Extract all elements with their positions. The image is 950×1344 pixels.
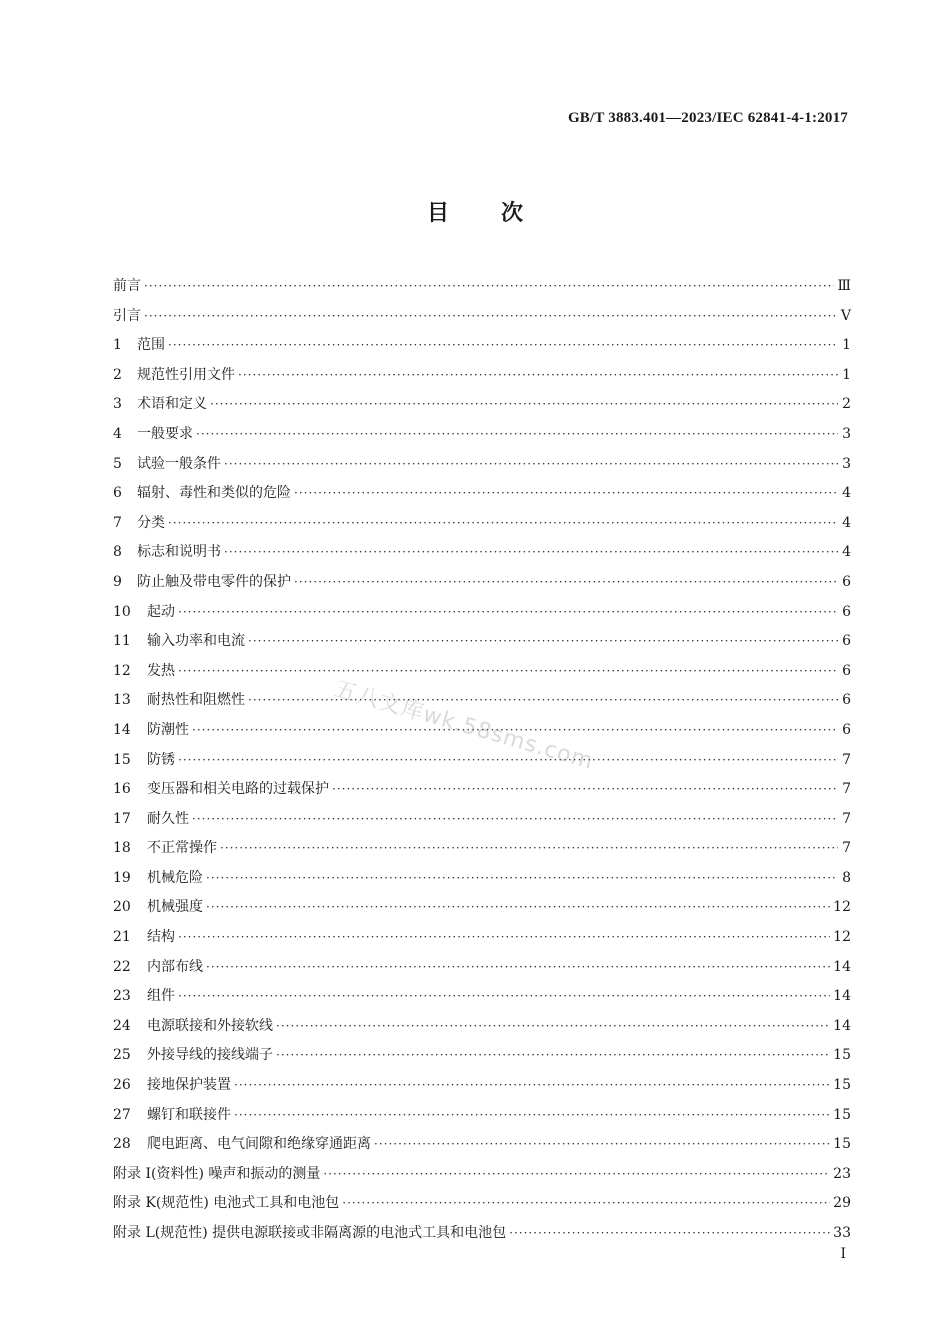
toc-entry-page: 2 [842, 396, 851, 413]
toc-entry-label: 发热 [147, 662, 175, 679]
toc-entry-label: 机械危险 [147, 869, 203, 886]
toc-entry-page: 14 [833, 1017, 851, 1034]
toc-entry[interactable] [113, 568, 851, 598]
dot-leader [332, 775, 838, 805]
toc-entry[interactable] [113, 390, 851, 420]
toc-entry-page: 1 [842, 337, 851, 354]
toc-entry-page: 29 [833, 1195, 851, 1212]
toc-entry-number: 13 [113, 692, 131, 709]
toc-entry-number: 9 [113, 573, 122, 590]
toc-entry[interactable] [113, 302, 851, 332]
dot-leader [206, 953, 830, 983]
toc-entry-label: 外接导线的接线端子 [147, 1047, 273, 1064]
dot-leader [192, 805, 838, 835]
toc-entry-number: 12 [113, 662, 131, 679]
toc-entry-number: 25 [113, 1047, 131, 1064]
toc-entry-page: 15 [833, 1077, 851, 1094]
toc-entry-number: 1 [113, 337, 122, 354]
toc-entry-number: 11 [113, 633, 131, 650]
dot-leader [294, 479, 838, 509]
toc-entry-label: 变压器和相关电路的过载保护 [147, 781, 329, 798]
dot-leader [178, 746, 838, 776]
dot-leader [323, 1160, 830, 1190]
toc-entry-label: 试验一般条件 [137, 455, 221, 472]
toc-entry-number: 14 [113, 721, 131, 738]
toc-entry-page: 4 [842, 485, 851, 502]
toc-entry-number: 5 [113, 455, 122, 472]
toc-entry[interactable] [113, 923, 851, 953]
toc-entry-label: 组件 [147, 988, 175, 1005]
toc-entry-label: 爬电距离、电气间隙和绝缘穿通距离 [147, 1136, 371, 1153]
toc-entry-label: 接地保护装置 [147, 1077, 231, 1094]
dot-leader [178, 657, 838, 687]
standard-code: GB/T 3883.401—2023/IEC 62841-4-1:2017 [567, 110, 848, 126]
toc-entry-label: 一般要求 [137, 425, 193, 442]
toc-entry-page: 6 [842, 692, 851, 709]
toc-entry[interactable] [113, 746, 851, 776]
dot-leader [168, 331, 838, 361]
toc-entry-label: 范围 [137, 337, 165, 354]
toc-entry[interactable] [113, 450, 851, 480]
dot-leader [509, 1219, 830, 1249]
toc-entry[interactable] [113, 538, 851, 568]
toc-entry-page: 7 [842, 781, 851, 798]
toc-entry-label: 防锈 [147, 751, 175, 768]
toc-entry-page: 8 [842, 869, 851, 886]
dot-leader [294, 568, 838, 598]
watermark: 五八文库wk.58sms.com [331, 676, 597, 775]
toc-entry[interactable] [113, 420, 851, 450]
toc-entry-number: 22 [113, 958, 131, 975]
toc-entry[interactable] [113, 598, 851, 628]
toc-entry[interactable] [113, 982, 851, 1012]
dot-leader [168, 509, 838, 539]
toc-entry[interactable] [113, 834, 851, 864]
toc-entry-page: 15 [833, 1106, 851, 1123]
toc-entry-label: 辐射、毒性和类似的危险 [137, 485, 291, 502]
toc-entry-number: 28 [113, 1136, 131, 1153]
dot-leader [178, 923, 830, 953]
toc-entry-number: 6 [113, 485, 122, 502]
page-title: 目次 [426, 201, 575, 226]
toc-entry-page: 15 [833, 1047, 851, 1064]
dot-leader [192, 716, 838, 746]
toc-entry-label: 防潮性 [147, 721, 189, 738]
toc-entry[interactable] [113, 893, 851, 923]
dot-leader [206, 864, 838, 894]
dot-leader [238, 361, 838, 391]
dot-leader [248, 686, 838, 716]
toc-entry-label: 标志和说明书 [137, 544, 221, 561]
toc-entry-page: 6 [842, 603, 851, 620]
toc-entry-label: 螺钉和联接件 [147, 1106, 231, 1123]
toc-entry-label: 引言 [113, 307, 141, 324]
dot-leader [234, 1071, 830, 1101]
toc-entry-page: 6 [842, 573, 851, 590]
toc-entry-page: 3 [842, 425, 851, 442]
toc-entry-label: 结构 [147, 929, 175, 946]
toc-entry-number: 24 [113, 1017, 131, 1034]
toc-entry-page: 7 [842, 840, 851, 857]
toc-entry[interactable] [113, 331, 851, 361]
toc-entry[interactable] [113, 509, 851, 539]
toc-entry[interactable] [113, 953, 851, 983]
toc-entry[interactable] [113, 272, 851, 302]
toc-entry-label: 机械强度 [147, 899, 203, 916]
toc-entry-label: 术语和定义 [137, 396, 207, 413]
toc-entry-number: 10 [113, 603, 131, 620]
dot-leader [276, 1012, 830, 1042]
toc-entry-label: 不正常操作 [147, 840, 217, 857]
toc-entry-page: 7 [842, 810, 851, 827]
dot-leader [224, 538, 838, 568]
toc-entry-number: 19 [113, 869, 131, 886]
toc-entry[interactable] [113, 716, 851, 746]
toc-entry[interactable] [113, 1189, 851, 1219]
toc-entry-label: 耐久性 [147, 810, 189, 827]
toc-entry-number: 8 [113, 544, 122, 561]
toc-entry-page: Ⅲ [837, 278, 851, 294]
toc-entry-number: 17 [113, 810, 131, 827]
toc-entry-number: 27 [113, 1106, 131, 1123]
toc-entry-label: 分类 [137, 514, 165, 531]
dot-leader [178, 598, 838, 628]
toc-entry-number: 3 [113, 396, 122, 413]
toc-entry-number: 23 [113, 988, 131, 1005]
dot-leader [248, 627, 838, 657]
toc-entry[interactable] [113, 1160, 851, 1190]
dot-leader [144, 272, 834, 302]
toc-entry-page: 23 [833, 1165, 851, 1182]
toc-entry-page: 12 [833, 899, 851, 916]
dot-leader [342, 1189, 830, 1219]
toc-entry-page: 14 [833, 988, 851, 1005]
toc-entry-label: 输入功率和电流 [147, 633, 245, 650]
toc-entry[interactable] [113, 1012, 851, 1042]
toc-entry[interactable] [113, 686, 851, 716]
toc-entry-page: 6 [842, 633, 851, 650]
toc-entry-page: 4 [842, 514, 851, 531]
toc-entry-page: 15 [833, 1136, 851, 1153]
dot-leader [234, 1101, 830, 1131]
toc-entry-page: 7 [842, 751, 851, 768]
page-number: I [840, 1246, 846, 1262]
toc-entry-number: 16 [113, 781, 131, 798]
toc-entry-label: 耐热性和阻燃性 [147, 692, 245, 709]
dot-leader [224, 450, 838, 480]
toc-entry-page: 3 [842, 455, 851, 472]
toc-entry[interactable] [113, 1130, 851, 1160]
toc-entry[interactable] [113, 1219, 851, 1249]
toc-entry-label: 附录 I(资料性) 噪声和振动的测量 [113, 1165, 321, 1182]
toc-entry-label: 防止触及带电零件的保护 [137, 573, 291, 590]
toc-entry[interactable] [113, 1041, 851, 1071]
toc-entry-page: 6 [842, 721, 851, 738]
toc-entry-label: 规范性引用文件 [137, 366, 235, 383]
toc-entry-page: 33 [833, 1225, 851, 1241]
toc-entry[interactable] [113, 864, 851, 894]
toc-entry-label: 附录 L(规范性) 提供电源联接或非隔离源的电池式工具和电池包 [113, 1225, 507, 1241]
toc-entry[interactable] [113, 805, 851, 835]
toc-entry-label: 前言 [113, 278, 141, 294]
toc-entry-number: 20 [113, 899, 131, 916]
dot-leader [210, 390, 838, 420]
dot-leader [178, 982, 830, 1012]
toc-entry-label: 电源联接和外接软线 [147, 1017, 273, 1034]
dot-leader [220, 834, 838, 864]
toc-entry-page: 6 [842, 662, 851, 679]
toc-entry[interactable] [113, 1101, 851, 1131]
toc-entry-label: 起动 [147, 603, 175, 620]
dot-leader [374, 1130, 830, 1160]
dot-leader [144, 302, 838, 332]
toc-entry-page: 12 [833, 929, 851, 946]
toc-entry-number: 26 [113, 1077, 131, 1094]
dot-leader [276, 1041, 830, 1071]
toc-entry-page: 4 [842, 544, 851, 561]
dot-leader [196, 420, 838, 450]
toc-entry-page: 1 [842, 366, 851, 383]
toc-entry-number: 4 [113, 425, 122, 442]
toc-entry-number: 2 [113, 366, 122, 383]
toc-entry-page: 14 [833, 958, 851, 975]
toc-entry-page: Ⅴ [840, 307, 851, 324]
toc-entry[interactable] [113, 361, 851, 391]
toc-entry[interactable] [113, 627, 851, 657]
toc-entry[interactable] [113, 479, 851, 509]
toc-entry-number: 7 [113, 514, 122, 531]
table-of-contents [113, 272, 851, 1249]
toc-entry-number: 21 [113, 929, 131, 946]
toc-entry-label: 内部布线 [147, 958, 203, 975]
toc-entry[interactable] [113, 657, 851, 687]
toc-entry[interactable] [113, 775, 851, 805]
toc-entry-label: 附录 K(规范性) 电池式工具和电池包 [113, 1195, 340, 1212]
toc-entry[interactable] [113, 1071, 851, 1101]
toc-entry-number: 15 [113, 751, 131, 768]
toc-entry-number: 18 [113, 840, 131, 857]
dot-leader [206, 893, 830, 923]
